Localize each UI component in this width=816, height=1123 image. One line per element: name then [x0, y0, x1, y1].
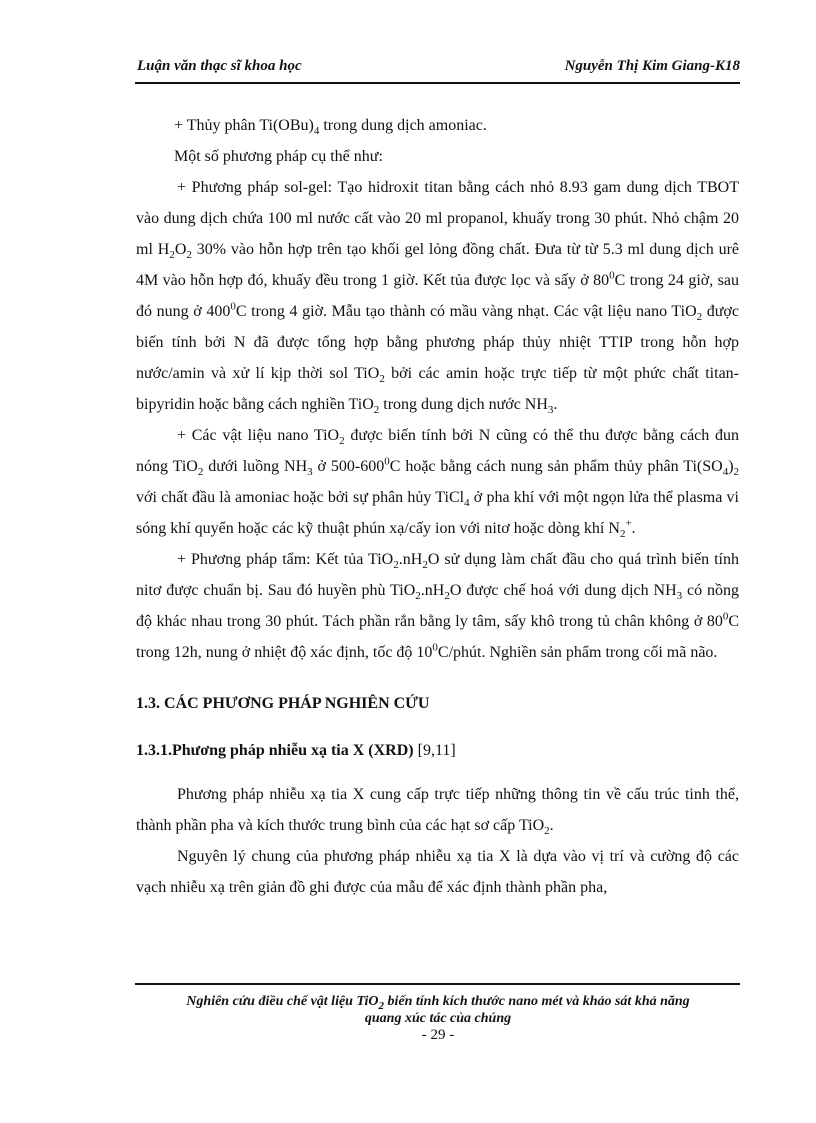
subsection-reference: [9,11]	[413, 742, 456, 759]
paragraph-nh3-heating: + Các vật liệu nano TiO$_2$ được biến tính bởi N cũng có thể thu được bằng cách đun nóng TiO$_2$ dưới luồng $NH_3$ ở $500-600^0C$ hoặc bằng cách nung sản phẩm thủy phân $Ti(SO_4)_2$ với chất đầu là amoniac hoặc bởi sự phân hủy TiCl$_4$ ở pha khí với một ngọn lửa thể plasma vi sóng khí quyển hoặc các kỹ thuật phún xạ/cấy ion với nitơ hoặc dòng khí $N_2^+$.	[136, 427, 740, 541]
header-rule	[135, 82, 740, 84]
paragraph-methods-intro: Một số phương pháp cụ thể như:	[174, 148, 383, 165]
paragraph-xrd-principle: Nguyên lý chung của phương pháp nhiễu xạ tia X là dựa vào vị trí và cường độ các vạch nhiễu xạ trên giản đồ ghi được của mẫu để xác định thành phần pha,	[136, 848, 739, 896]
page-number: - 29 -	[421, 1027, 455, 1043]
subsection-heading	[136, 735, 739, 766]
page-header	[136, 55, 740, 81]
header-author: Nguyễn Thị Kim Giang-K18	[564, 58, 740, 74]
paragraph-sol-gel: + Phương pháp sol-gel: Tạo hidroxit titan bằng cách nhỏ 8.93 gam dung dịch TBOT vào dung dịch chứa 100 ml nước cất vào 20 ml propanol, khuấy trong 30 phút. Nhỏ chậm 20 ml $H_2O_2$ 30% vào hỗn hợp trên tạo khối gel lỏng đồng chất. Đưa từ từ 5.3 ml dung dịch urê 4M vào hỗn hợp đó, khuấy đều trong 1 giờ. Kết tủa được lọc và sấy ở $80^0C$ trong 24 giờ, sau đó nung ở $400^0C$ trong 4 giờ. Mẫu tạo thành có mầu vàng nhạt. Các vật liệu nano TiO$_2$ được biến tính bởi N đã được tổng hợp bằng phương pháp thủy nhiệt TTIP trong hỗn hợp nước/amin và xử lí kịp thời sol TiO$_2$ bởi các amin hoặc trực tiếp từ một phức chất titan-bipyridin hoặc bằng cách nghiền TiO$_2$ trong dung dịch nước $NH_3$.	[136, 179, 740, 417]
subsection-title: 1.3.1.Phương pháp nhiễu xạ tia X (XRD)	[136, 742, 414, 759]
page-body	[136, 110, 739, 903]
footer-rule	[135, 983, 740, 985]
paragraph-hydrolysis: + Thủy phân $Ti(OBu)_4$ trong dung dịch amoniac.	[174, 117, 487, 138]
page-footer	[136, 993, 740, 1044]
header-thesis-title: Luận văn thạc sĩ khoa học	[137, 58, 302, 74]
footer-title-line1: Nghiên cứu điều chế vật liệu TiO$_2$ biến tính kích thước nano mét và khảo sát khả năng	[186, 994, 690, 1012]
footer-title-line2: quang xúc tác của chúng	[364, 1011, 512, 1026]
paragraph-xrd-intro: Phương pháp nhiễu xạ tia X cung cấp trực tiếp những thông tin về cấu trúc tinh thể, thành phần pha và kích thước trung bình của các hạt sơ cấp TiO$_2$.	[136, 786, 739, 838]
section-heading: 1.3. CÁC PHƯƠNG PHÁP NGHIÊN CỨU	[136, 695, 430, 712]
paragraph-impregnation: + Phương pháp tẩm: Kết tủa $TiO_2.nH_2O$ sử dụng làm chất đầu cho quá trình biến tính nitơ được chuẩn bị. Sau đó huyền phù $TiO_2.nH_2O$ được chế hoá với dung dịch $NH_3$ có nồng độ khác nhau trong 30 phút. Tách phần rắn bằng ly tâm, sấy khô trong tủ chân không ở $80^0C$ trong 12h, nung ở nhiệt độ xác định, tốc độ $10^0C$/phút. Nghiền sản phẩm trong cối mã não.	[136, 551, 739, 661]
